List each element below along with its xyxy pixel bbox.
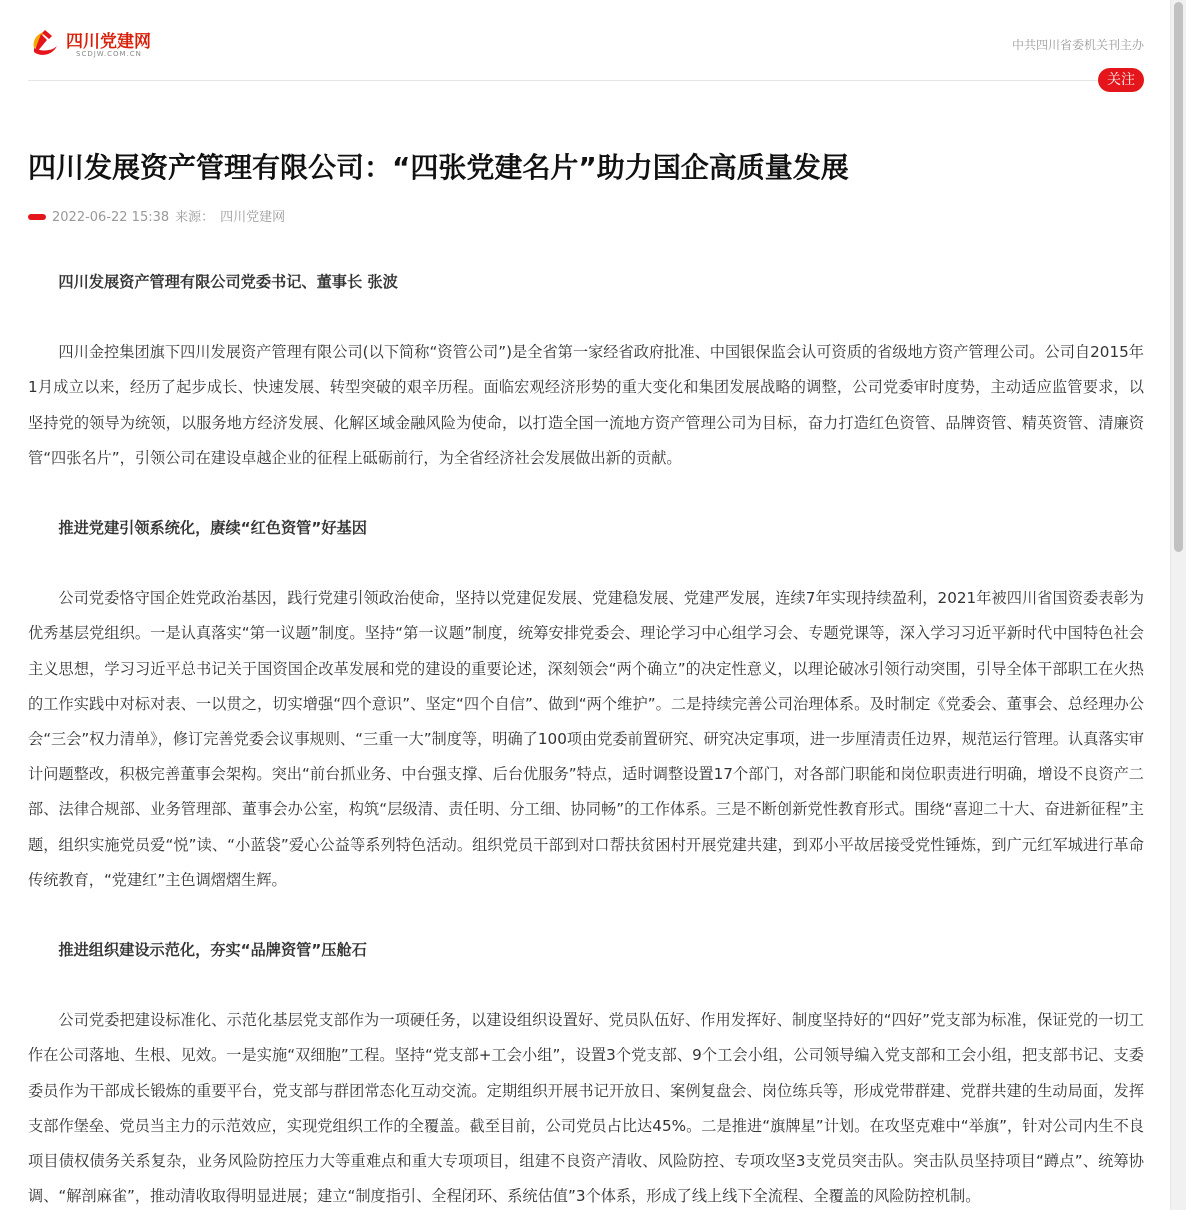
byline: 四川发展资产管理有限公司党委书记、董事长 张波 [58, 273, 398, 291]
article-container [28, 0, 1144, 1206]
site-logo[interactable] [28, 26, 178, 62]
scrollbar-thumb[interactable] [1174, 2, 1183, 552]
logo-text: 四川党建网 [66, 32, 151, 52]
paragraph: 四川金控集团旗下四川发展资产管理有限公司(以下简称“资管公司”)是全省第一家经省政府批准、中国银保监会认可资质的省级地方资产管理公司。公司自2015年1月成立以来，经历了起步成长、快速发展、转型突破的艰辛历程。面临宏观经济形势的重大变化和集团发展战略的调整，公司党委审时度势，主动适应监管要求，以坚持党的领导为统领，以服务地方经济发展、化解区域金融风险为使命，以打造全国一流地方资产管理公司为目标，奋力打造红色资管、品牌资管、精英资管、清廉资管“四张名片”，引领公司在建设卓越企业的征程上砥砺前行，为全省经济社会发展做出新的贡献。 [28, 343, 1144, 467]
party-emblem-icon [28, 26, 60, 58]
section-heading: 推进组织建设示范化，夯实“品牌资管”压舱石 [58, 941, 367, 960]
paragraph: 公司党委恪守国企姓党政治基因，践行党建引领政治使命，坚持以党建促发展、党建稳发展、党建严发展，连续7年实现持续盈利，2021年被四川省国资委表彰为优秀基层党组织。一是认真落实“第一议题”制度。坚持“第一议题”制度，统筹安排党委会、理论学习中心组学习会、专题党课等，深入学习习近平新时代中国特色社会主义思想，学习习近平总书记关于国资国企改革发展和党的建设的重要论述，深刻领会“两个确立”的决定性意义，以理论破冰引领行动突围，引导全体干部职工在火热的工作实践中对标对表、一以贯之，切实增强“四个意识”、坚定“四个自信”、做到“两个维护”。二是持续完善公司治理体系。及时制定《党委会、董事会、总经理办公会“三会”权力清单》，修订完善党委会议事规则、“三重一大”制度等，明确了100项由党委前置研究、研究决定事项，进一步厘清责任边界，规范运行管理。认真落实审计问题整改，积极完善董事会架构。突出“前台抓业务、中台强支撑、后台优服务”特点，适时调整设置17个部门，对各部门职能和岗位职责进行明确，增设不良资产二部、法律合规部、业务管理部、董事会办公室，构筑“层级清、责任明、分工细、协同畅”的工作体系。三是不断创新党性教育形式。围绕“喜迎二十大、奋进新征程”主题，组织实施党员爱“悦”读、“小蓝袋”爱心公益等系列特色活动。组织党员干部到对口帮扶贫困村开展党建共建，到邓小平故居接受党性锤炼，到广元红军城进行革命传统教育，“党建红”主色调熠熠生辉。 [28, 589, 1144, 889]
scrollbar[interactable] [1170, 0, 1186, 1210]
follow-button[interactable]: 关注 [1098, 68, 1144, 92]
logo-subtext: SCDJW.COM.CN [76, 50, 142, 58]
source-name[interactable]: 四川党建网 [220, 210, 286, 225]
meta-marker-icon [28, 214, 46, 220]
article-body [28, 265, 1144, 1210]
section-heading: 推进党建引领系统化，赓续“红色资管”好基因 [58, 519, 367, 538]
article-title: 四川发展资产管理有限公司：“四张党建名片”助力国企高质量发展 [28, 151, 849, 184]
publish-date: 2022-06-22 15:38 [52, 210, 170, 225]
site-header [28, 0, 1144, 81]
paragraph: 公司党委把建设标准化、示范化基层党支部作为一项硬任务，以建设组织设置好、党员队伍好、作用发挥好、制度坚持好的“四好”党支部为标准，保证党的一切工作在公司落地、生根、见效。一是实施“双细胞”工程。坚持“党支部+工会小组”，设置3个党支部、9个工会小组，公司领导编入党支部和工会小组，把支部书记、支委委员作为干部成长锻炼的重要平台，党支部与群团常态化互动交流。定期组织开展书记开放日、案例复盘会、岗位练兵等，形成党带群建、党群共建的生动局面，发挥支部作堡垒、党员当主力的示范效应，实现党组织工作的全覆盖。截至目前，公司党员占比达45%。二是推进“旗牌星”计划。在攻坚克难中“举旗”，针对公司内生不良项目债权债务关系复杂，业务风险防控压力大等重难点和重大专项项目，组建不良资产清收、风险防控、专项攻坚3支党员突击队。突击队员坚持项目“蹲点”、统筹协调、“解剖麻雀”，推动清收取得明显进展；建立“制度指引、全程闭环、系统估值”3个体系，形成了线上线下全流程、全覆盖的风险防控机制。 [28, 1011, 1144, 1206]
article-meta [28, 208, 291, 228]
sponsor-text: 中共四川省委机关刊主办 [1011, 38, 1144, 52]
source-label: 来源： [175, 210, 215, 225]
